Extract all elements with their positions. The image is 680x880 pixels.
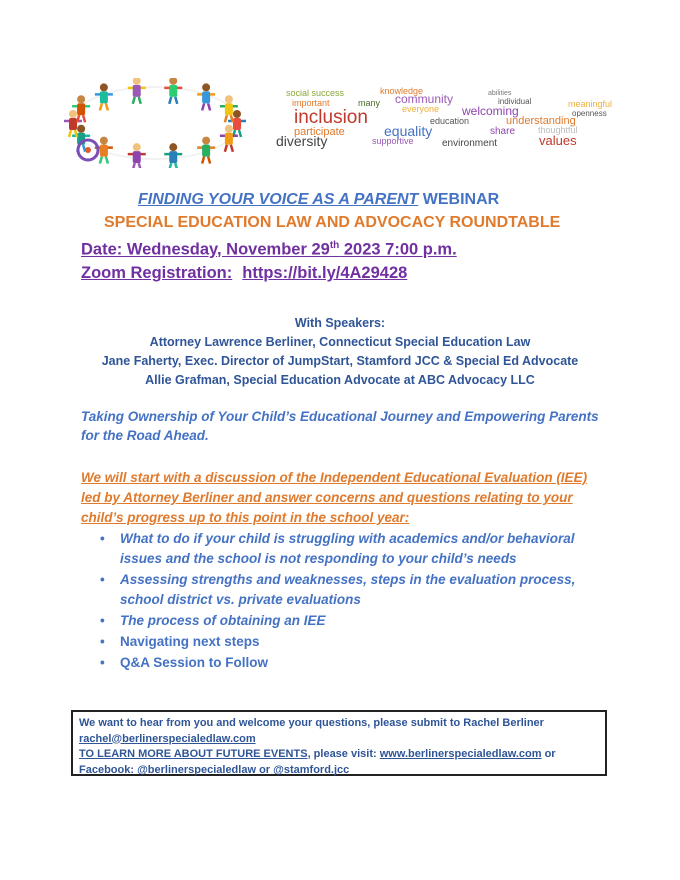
list-item-text: Assessing strengths and weaknesses, steps in the evaluation process, school district vs. private evaluations (120, 572, 576, 607)
word-thoughtful: thoughtful (538, 125, 578, 135)
date-time: 2023 7:00 p.m. (339, 240, 457, 259)
list-item-text: What to do if your child is struggling with academics and/or behavioral issues and the school is not responding to your child’s needs (120, 531, 575, 566)
roundtable-subtitle: SPECIAL EDUCATION LAW AND ADVOCACY ROUNDTABLE (104, 214, 561, 231)
learn-more-link[interactable]: TO LEARN MORE ABOUT FUTURE EVENTS (79, 748, 308, 760)
list-item (96, 632, 606, 652)
speaker-berliner: Attorney Lawrence Berliner, Connecticut Special Education Law (149, 335, 531, 349)
list-item-text: The process of obtaining an IEE (120, 613, 326, 628)
intro-paragraph: We will start with a discussion of the Independent Educational Evaluation (IEE) led by Attorney Berliner and answer concerns and questions relating to your child’s progress up to this point in the school year: (81, 470, 588, 525)
topics-list (96, 529, 606, 674)
bullet-icon: • (100, 613, 105, 628)
word-everyone: everyone (402, 104, 440, 114)
word-inclusion: inclusion (294, 107, 368, 128)
speaker-grafman: Allie Grafman, Special Education Advocate at ABC Advocacy LLC (145, 373, 535, 387)
contact-line: We want to hear from you and welcome your questions, please submit to Rachel Berliner (79, 717, 544, 729)
list-item-text: Navigating next steps (120, 634, 260, 649)
word-social-success: social success (286, 88, 345, 98)
facebook-line: Facebook: @berlinerspecialedlaw or @stamford.jcc (79, 763, 350, 776)
speakers-heading: With Speakers: (294, 316, 386, 330)
person-figure-icon (128, 78, 146, 104)
contact-email-link[interactable]: rachel@berlinerspecialedlaw.com (79, 732, 256, 745)
word-diversity: diversity (276, 133, 328, 149)
webinar-title-italic: FINDING YOUR VOICE AS A PARENT (138, 191, 419, 208)
bullet-icon: • (100, 572, 105, 587)
word-values: values (539, 133, 577, 148)
word-knowledge: knowledge (380, 86, 424, 96)
word-environment: environment (442, 138, 498, 149)
speaker-faherty: Jane Faherty, Exec. Director of JumpStart, Stamford JCC & Special Ed Advocate (101, 354, 579, 368)
date-prefix: Date: Wednesday, November 29 (81, 240, 330, 259)
word-equality: equality (384, 123, 433, 139)
word-many: many (358, 98, 381, 108)
circle-of-people-illustration (64, 78, 246, 168)
bullet-icon: • (100, 634, 105, 649)
visit-text: , please visit: (307, 748, 380, 760)
zoom-registration (81, 264, 407, 283)
word-welcoming: welcoming (462, 104, 519, 118)
tagline: Taking Ownership of Your Child’s Educational Journey and Empowering Parents for the Road Ahead. (81, 409, 599, 443)
word-participate: participate (294, 126, 345, 138)
word-individual: individual (498, 97, 532, 106)
word-cloud (276, 86, 612, 149)
zoom-label: Zoom Registration: (81, 264, 233, 282)
list-item (96, 611, 606, 631)
word-supportive: supportive (372, 136, 414, 146)
list-item (96, 653, 606, 673)
list-item (96, 529, 606, 569)
word-abilities: abilities (488, 90, 512, 97)
person-figure-icon (164, 143, 182, 168)
event-date (81, 240, 457, 260)
word-openness: openness (572, 109, 607, 118)
word-education: education (430, 116, 470, 126)
list-item-text: Q&A Session to Follow (120, 655, 269, 670)
bullet-icon: • (100, 531, 105, 546)
or-text: or (541, 748, 556, 760)
contact-box (71, 710, 607, 776)
header-banner (50, 78, 650, 168)
word-community: community (395, 92, 454, 106)
person-figure-icon (128, 143, 146, 168)
date-suffix-sup: th (329, 240, 340, 251)
list-item (96, 570, 606, 610)
website-link[interactable]: www.berlinerspecialedlaw.com (379, 748, 542, 760)
webinar-title-suffix: WEBINAR (418, 191, 500, 208)
word-share: share (490, 126, 516, 137)
word-important: important (292, 98, 330, 108)
webinar-title (138, 191, 499, 209)
person-figure-icon (164, 78, 182, 104)
bullet-icon: • (100, 655, 105, 670)
word-understanding: understanding (506, 115, 576, 127)
zoom-registration-link[interactable]: https://bit.ly/4A29428 (242, 264, 408, 282)
speakers-section (0, 314, 680, 390)
word-meaningful: meaningful (568, 99, 613, 109)
wheelchair-icon (78, 140, 98, 160)
